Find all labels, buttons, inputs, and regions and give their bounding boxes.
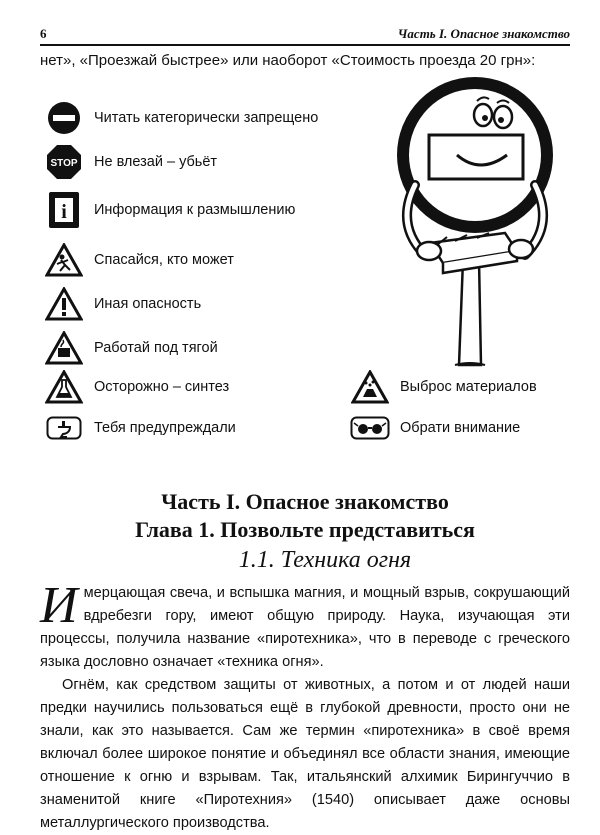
information-icon bbox=[44, 190, 84, 230]
ejection-warning-icon bbox=[350, 367, 390, 407]
stop-sign-icon bbox=[44, 142, 84, 182]
chapter-titles bbox=[40, 488, 570, 576]
page-number: 6 bbox=[40, 26, 47, 41]
legend-item-other bbox=[44, 284, 201, 324]
no-entry-icon bbox=[44, 98, 84, 138]
mascot-illustration bbox=[385, 65, 565, 370]
running-title: Часть I. Опасное знакомство bbox=[397, 26, 570, 41]
legend-item-info bbox=[44, 190, 295, 230]
legend-label: Читать категорически запрещено bbox=[94, 110, 319, 126]
exclamation-warning-icon bbox=[44, 284, 84, 324]
flask-warning-icon bbox=[44, 367, 84, 407]
svg-text:i: i bbox=[61, 201, 67, 223]
legend-item-run bbox=[44, 240, 234, 280]
legend-label: Информация к размышлению bbox=[94, 202, 296, 218]
legend-item-forbidden bbox=[44, 98, 318, 138]
paragraph-1-text: мерцающая свеча, и вспышка магния, и мощный взрыв, сокрушающий вдребезги гору, имеют общую природу. Наука, изучающая эти процессы, получила название «пиротехника», что в переводе с греческого языка дословно означает «техника огня». bbox=[40, 585, 570, 670]
intro-text: нет», «Проезжай быстрее» или наоборот «Стоимость проезда 20 грн»: bbox=[40, 52, 536, 69]
toilet-icon bbox=[44, 408, 84, 448]
running-danger-icon bbox=[44, 240, 84, 280]
legend-label: Выброс материалов bbox=[400, 379, 537, 395]
legend-item-warned bbox=[44, 408, 236, 448]
fume-hood-warning-icon bbox=[44, 328, 84, 368]
body-text bbox=[40, 577, 570, 835]
legend-label: Тебя предупреждали bbox=[94, 420, 236, 436]
chapter-title: Глава 1. Позвольте представиться bbox=[135, 517, 475, 542]
legend-item-ejection bbox=[350, 367, 537, 407]
legend-label: Спасайся, кто может bbox=[94, 252, 234, 268]
legend-label: Иная опасность bbox=[94, 296, 202, 312]
legend-item-hood bbox=[44, 328, 218, 368]
legend-item-synthesis bbox=[44, 367, 229, 407]
legend-label: Обрати внимание bbox=[400, 420, 521, 436]
legend-item-stop bbox=[44, 142, 217, 182]
legend-item-attention bbox=[350, 408, 520, 448]
glasses-icon bbox=[350, 408, 390, 448]
part-title: Часть I. Опасное знакомство bbox=[161, 489, 449, 514]
legend-label: Не влезай – убьёт bbox=[94, 154, 218, 170]
legend-label: Осторожно – синтез bbox=[94, 379, 230, 395]
section-title: 1.1. Техника огня bbox=[238, 547, 412, 573]
paragraph-2: Огнём, как средством защиты от животных, а потом и от людей наши предки научились пользоваться ещё в глубокой древности, просто они не знали, как это называется. Сам же термин «пиротехника» в своё время включал более широкое понятие и объединял все области знания, имеющие отношение к огню и взрывам. Так, итальянский алхимик Бирингуччио в знаменитой книге «Пиротехния» (1540) описывает даже основы металлургического производства. bbox=[40, 677, 570, 831]
legend-label: Работай под тягой bbox=[94, 340, 218, 356]
svg-text:STOP: STOP bbox=[50, 158, 78, 169]
drop-cap: И bbox=[40, 577, 78, 634]
paragraph-1 bbox=[40, 577, 570, 674]
running-header bbox=[40, 26, 570, 46]
